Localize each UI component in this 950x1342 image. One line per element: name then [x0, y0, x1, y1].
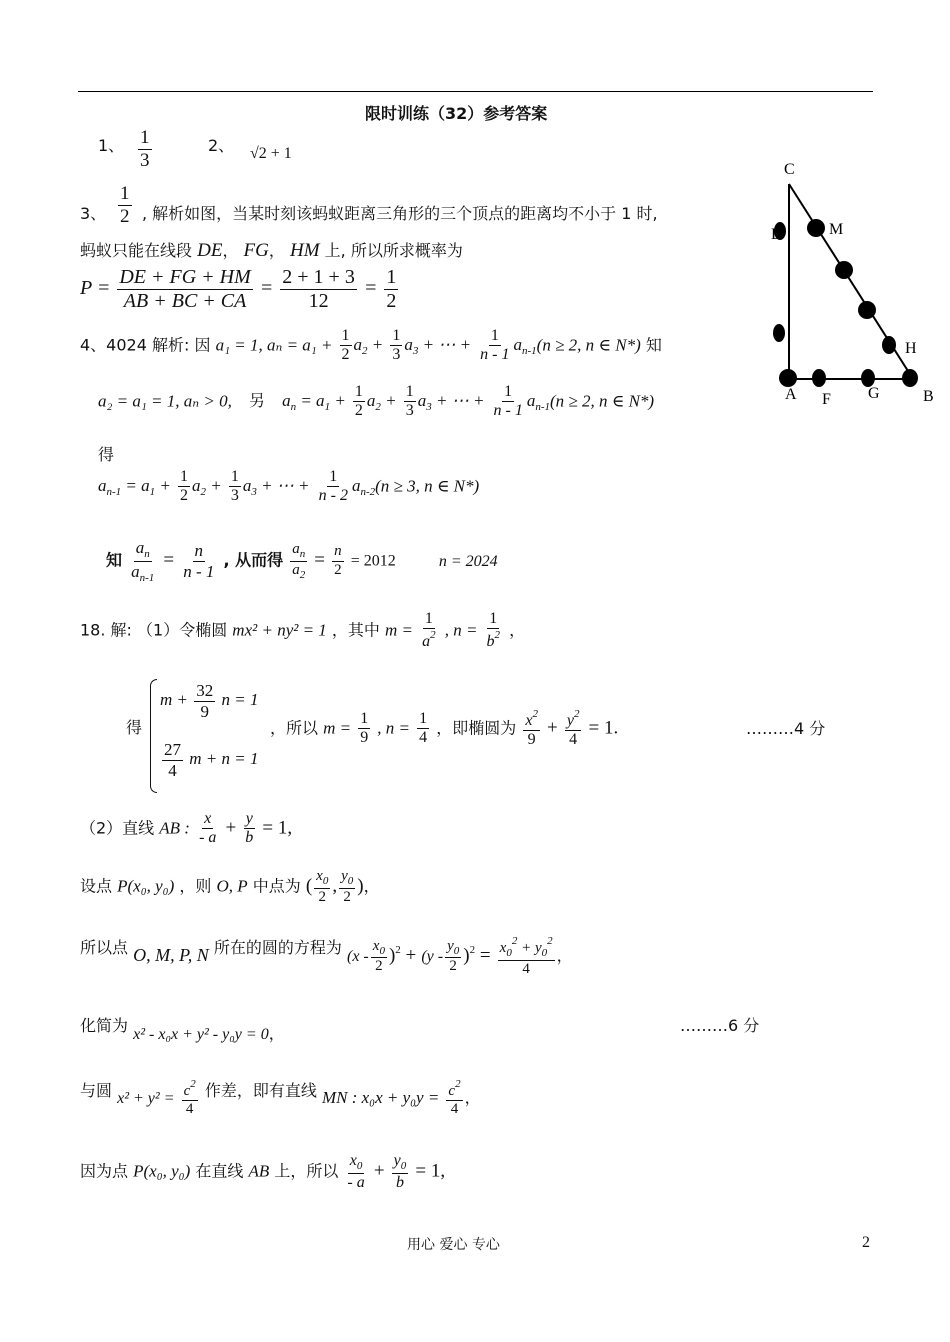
q18-line2-lead: 得	[126, 718, 143, 737]
score-4: ………4 分	[746, 719, 826, 738]
q4-line1: 4、4024 解析: 因 a₁ = 1, aₙ = a₁ + $\frac{1}{2}$ $a_2$ + $\frac{1}{3}$ $a_3$ + ⋯ + $\frac{1}{n - 1}$ $a_{n-1}(n \ge 2$, n ∈ N*) 知	[80, 327, 662, 364]
page-title: 限时训练（32）参考答案	[365, 104, 548, 123]
q18-line7: 与圆 x² + y² = $\frac{c^2}{4}$ 作差，即有直线 MN : x₀x + y₀y = $\frac{c^2}{4}$ ，	[80, 1078, 481, 1118]
q18-line3: （2）直线 AB : $\frac{x}{- a}$ + $\frac{y}{b}$ = 1,	[80, 810, 293, 847]
header-rule	[78, 91, 873, 92]
triangle-figure	[770, 150, 940, 410]
point-b-dot	[902, 369, 918, 387]
point-a	[779, 369, 797, 387]
point-upper-mid	[835, 261, 853, 279]
footer-motto: 用心 爱心 专心	[407, 1237, 500, 1253]
label-f: F	[822, 391, 831, 408]
q3-text-line2: 蚂蚁只能在线段 DE， FG， HM 上, 所以所求概率为	[80, 240, 463, 261]
score-6: ………6 分	[680, 1016, 760, 1035]
q4-line5: 知 $\frac{a_n}{a_{n-1}}$ = $\frac{n}{n - 1}$ , 从而得 $\frac{a_n}{a_2}$ = $\frac{n}{2}$ = 2012 n = 2024	[106, 538, 498, 584]
q18-line5: 所以点 O, M, P, N 所在的圆的方程为 (x - $\frac{x_0}{2}$ )$^2$ + (y - $\frac{y_0}{2}$ )$^2$ = $\frac{x_0^2 + y_0^2}{4}$ ，	[80, 935, 573, 977]
system-eq1: m + $\frac{32}{9}$ n = 1	[160, 681, 259, 721]
point-e	[773, 324, 785, 342]
label-h: H	[905, 340, 917, 357]
q3-probability-formula: P = $\frac{DE + FG + HM}{AB + BC + CA}$ = $\frac{2 + 1 + 3}{12}$ = $\frac{1}{2}$	[80, 266, 397, 312]
q18-line1: 18. 解: （1）令椭圆 mx² + ny² = 1 ，其中 m = $\frac{1}{a^2}$ , n = $\frac{1}{b^2}$ ，	[80, 610, 526, 651]
label-a: A	[785, 386, 797, 403]
triangle-side-cb	[789, 184, 915, 382]
q3-number: 3、	[80, 204, 107, 223]
q2-answer: √2 + 1	[250, 145, 292, 162]
label-d: D	[771, 226, 783, 243]
label-g: G	[868, 385, 880, 402]
label-m: M	[829, 221, 844, 238]
point-f	[812, 369, 826, 387]
system-eq2: $\frac{27}{4}$ m + n = 1	[164, 740, 259, 780]
point-m	[807, 219, 825, 237]
q2-number: 2、	[208, 136, 235, 155]
q18-line6: 化简为 x² - x₀x + y² - y₀y = 0，	[80, 1016, 285, 1043]
q18-line2-tail: ，所以 m = $\frac{1}{9}$ , n = $\frac{1}{4}$ ，即椭圆为 $\frac{x^2}{9}$ + $\frac{y^2}{4}$ = 1.	[270, 708, 619, 749]
q18-line8: 因为点 P(x₀, y₀) 在直线 AB 上，所以 $\frac{x_0}{- a}$ + $\frac{y_0}{b}$ = 1,	[80, 1152, 446, 1191]
label-c: C	[784, 161, 795, 178]
q4-line4: $a_{n-1} = a_1$ + $\frac{1}{2}$ $a_2$ + $\frac{1}{3}$ $a_3$ + ⋯ + $\frac{1}{n - 2}$ $a_{n-2}(n \ge 3$, n ∈ N*)	[98, 468, 480, 505]
q4-line2: a₂ = a₁ = 1, aₙ > 0, 另 $a_n = a_1$ + $\frac{1}{2}$ $a_2$ + $\frac{1}{3}$ $a_3$ + ⋯ + $\frac{1}{n - 1}$ $a_{n-1}(n \ge 2$, n ∈ N*)	[98, 383, 655, 420]
q3-answer: $\frac{1}{2}$	[120, 183, 130, 227]
q4-line3: 得	[98, 445, 115, 464]
q1-number: 1、	[98, 136, 125, 155]
q18-line4: 设点 P(x₀, y₀) ，则 O, P 中点为 ( $\frac{x_0}{2}$ , $\frac{y_0}{2}$ )，	[80, 868, 380, 905]
point-mid	[858, 301, 876, 319]
q1-answer: $\frac{1}{3}$	[140, 127, 150, 171]
system-brace	[150, 679, 157, 793]
page-number: 2	[862, 1234, 870, 1251]
q3-text-line1: , 解析如图，当某时刻该蚂蚁距离三角形的三个顶点的距离均不小于 1 时,	[142, 204, 658, 223]
label-b: B	[923, 388, 934, 405]
point-h	[882, 336, 896, 354]
